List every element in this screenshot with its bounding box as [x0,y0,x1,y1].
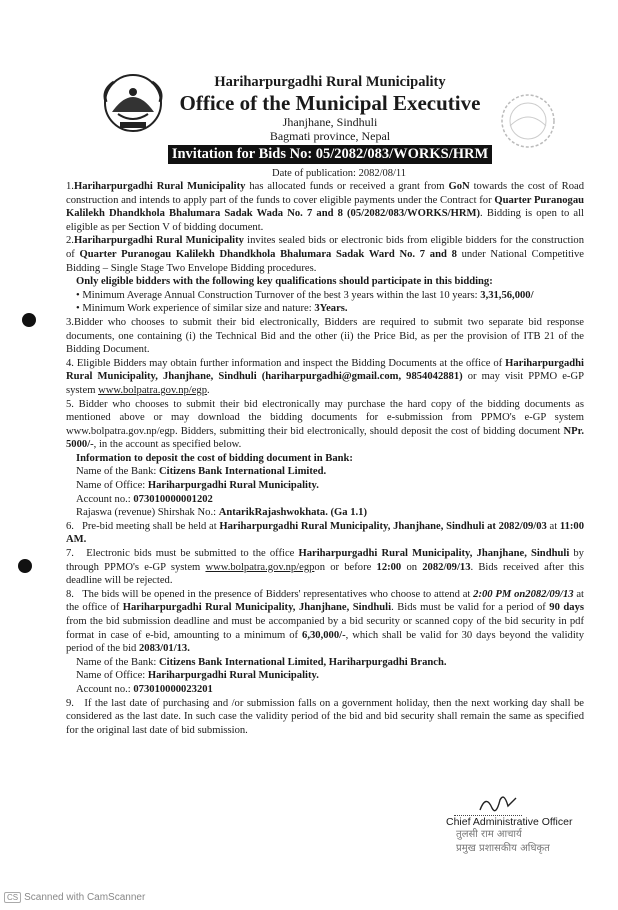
office-name-1 [66,479,584,493]
field-label: Name of the Bank: [76,656,159,668]
clause-text: , in the account as specified below. [93,439,242,451]
field-value: Hariharpurgadhi Rural Municipality. [147,480,319,492]
bank-name-1 [66,465,584,479]
camscanner-text: Scanned with CamScanner [24,892,146,903]
publication-date: Date of publication: 2082/08/11 [272,168,407,179]
camscanner-logo-icon: CS [4,892,21,903]
margin-dot-1 [22,313,36,327]
clause-text: on [401,561,423,573]
deposit-heading [66,452,584,466]
field-value: Citizens Bank International Limited, Hariharpurgadhi Branch. [158,656,447,668]
bank-name-2 [66,656,584,670]
opening-time: 2:00 PM on2082/09/13 [473,588,574,600]
clause-text: from the bid submission deadline and must be accompanied by a bid security or scanned copy of the bid security in pdf format in case of e-bid, amounting to a minimum of [66,616,584,641]
qualification-heading [66,275,584,289]
rajaswa-shirshak [66,506,584,520]
clause-number: 6. [66,520,74,532]
office-title: Office of the Municipal Executive [179,91,481,115]
prebid-venue: Hariharpurgadhi Rural Municipality, Jhanjhane, Sindhuli at 2082/09/03 [219,520,547,532]
field-value: Hariharpurgadhi Rural Municipality. [147,670,319,682]
contract-name: Quarter Puranogau Kalilekh Dhandkhola Bhalumara Sadak Ward No. 7 and 8 [79,248,457,260]
validity-days: 90 days [549,602,584,614]
margin-dot-2 [18,559,32,573]
signatory-title: Chief Administrative Officer [446,816,573,828]
clause-text: . Bids must be valid for a period of [391,602,550,614]
deposit-heading-text: Information to deposit the cost of bidding document in Bank: [76,452,353,464]
signatory-designation-nepali: प्रमुख प्रशासकीय अधिकृत [456,843,550,854]
account-number-1 [66,493,584,507]
opening-venue: Hariharpurgadhi Rural Municipality, Jhanjhane, Sindhuli [122,602,392,614]
bid-number-banner: Invitation for Bids No: 05/2082/083/WORKS/HRM [168,145,492,164]
field-label: Name of Office: [76,670,148,682]
clause-number: 8. [66,588,74,600]
clause-text: Pre-bid meeting shall be held at [82,520,220,532]
validity-date: 2083/01/13. [138,643,190,655]
field-value: 073010000001202 [133,493,213,505]
office-stamp-icon [480,86,576,156]
submission-office: Hariharpurgadhi Rural Municipality, Jhanjhane, Sindhuli [298,548,570,560]
egp-link[interactable]: www.bolpatra.gov.np/egp [98,384,208,396]
clause-number: 1. [66,181,74,192]
clause-text: invites sealed bids or electronic bids from eligible bidders for the construction of [66,235,584,260]
clause-text: Electronic bids must be submitted to the office [86,548,299,560]
camscanner-watermark [4,892,145,903]
contract-name: Quarter Puranogau Kalilekh Dhandkhola Bhalumara Sadak Wada No. 7 and 8 (05/2082/083/WORKS/HRM) [66,194,585,220]
clause-text: GoN [448,181,470,192]
egp-link[interactable]: www.bolpatra.gov.np/egp [205,561,315,573]
bid-security-amount: 6,30,000/- [302,629,346,641]
signature-line [454,805,522,816]
field-label: Name of the Bank: [76,466,159,478]
signatory-stamp-text [456,828,576,856]
clause-text: at [546,520,560,532]
clause-text: . Bids received after this deadline will be rejected. [66,561,584,587]
clause-5 [66,398,584,452]
field-label: Name of Office: [76,480,148,492]
field-value: AntarikRajashwokhata. (Ga 1.1) [218,507,368,519]
clause-text: . [207,384,210,396]
clause-text: • Minimum Average Annual Construction Turnover of the best 3 years within the last 10 years: [76,289,481,301]
clause-number: 3. [66,316,74,328]
turnover-value: 3,31,56,000/ [480,289,534,301]
clause-9 [66,697,584,738]
address-line-2: Bagmati province, Nepal [269,129,391,143]
address-line-1: Jhanjhane, Sindhuli [282,115,378,129]
deadline-date: 2082/09/13 [422,561,471,573]
clause-2 [66,234,584,275]
clause-number: 4. [66,357,74,369]
experience-value: 3Years. [314,303,348,315]
deadline-time: 12:00 [376,561,402,573]
clause-text: or may visit PPMO e-GP system [66,371,584,396]
clause-text: Bidder who chooses to submit their bid electronically may purchase the hard copy of the bidding documents as mentioned above or may download the bidding documents for e-submission from PPMO's e-GP system www.bolpatra.gov.np/egp. Bidders, submitting their bid electronically, should deposit the cost of bidding document [66,398,584,437]
clause-text: by through PPMO's e-GP system [66,548,584,573]
clause-text: , which shall be valid for 30 days beyond the validity period of the bid [66,629,585,655]
municipality-name: Hariharpurgadhi Rural Municipality [214,74,446,90]
notice-body [66,180,584,737]
signature-block [446,805,586,828]
clause-7 [66,547,584,588]
clause-number: 2. [66,235,74,247]
account-number-2 [66,683,584,697]
clause-text: . Bidding is open to all eligible as per Section V of bidding document. [66,208,584,233]
clause-1 [66,180,584,234]
office-name-2 [66,669,584,683]
clause-text: towards the cost of Road construction and intends to apply part of the funds to cover eligible payments under the Contract for [66,181,585,206]
clause-number: 7. [66,548,74,560]
clause-text: has allocated funds or received a grant from [245,181,449,192]
field-label: Account no.: [76,493,134,505]
signatory-name-nepali: तुलसी राम आचार्य [456,829,522,840]
clause-number: 9. [66,697,74,709]
clause-text: • Minimum Work experience of similar size and nature: [76,303,315,315]
clause-text: The bids will be opened in the presence of Bidders' representatives who choose to attend at [82,588,474,600]
field-label: Rajaswa (revenue) Shirshak No.: [76,507,219,519]
clause-number: 5. [66,398,74,410]
clause-text: Eligible Bidders may obtain further information and inspect the Bidding Documents at the office of [76,357,506,369]
clause-4 [66,357,584,398]
clause-text: on or before [314,561,377,573]
clause-3 [66,316,584,357]
clause-text: under National Competitive Bidding – Single Stage Two Envelope Bidding procedures. [66,248,584,274]
qualification-heading-text: Only eligible bidders with the following key qualifications should participate in this bidding: [76,276,493,288]
clause-text: Bidder who chooses to submit their bid electronically, Bidders are required to submit two separate bid response documents, one containing (i) the Technical Bid and the other (ii) the Price Bid, as per the provision of ITB 21 of the Bidding Document. [66,316,584,356]
contact-info: Hariharpurgadhi Rural Municipality, Jhanjhane, Sindhuli (hariharpurgadhi@gmail.com, 9854042881) [66,357,584,383]
letterhead [150,74,510,164]
qualification-experience [66,302,584,316]
clause-text: at the office of [66,588,584,614]
field-value: Citizens Bank International Limited. [158,466,327,478]
field-label: Account no.: [76,683,134,695]
clause-8 [66,588,584,656]
clause-text: If the last date of purchasing and /or submission falls on a government holiday, then the next working day shall be considered as the last date. In such case the validity period of the bid and bid security shall remain the same as specified for the original last date of bid submission. [66,697,584,736]
clause-text: Hariharpurgadhi Rural Municipality [73,235,244,247]
field-value: 073010000023201 [133,683,213,695]
clause-text: Hariharpurgadhi Rural Municipality [73,181,246,192]
qualification-turnover [66,289,584,303]
prebid-time: 11:00 AM. [66,520,584,546]
document-cost: NPr. 5000/- [66,425,584,451]
clause-6 [66,520,584,547]
